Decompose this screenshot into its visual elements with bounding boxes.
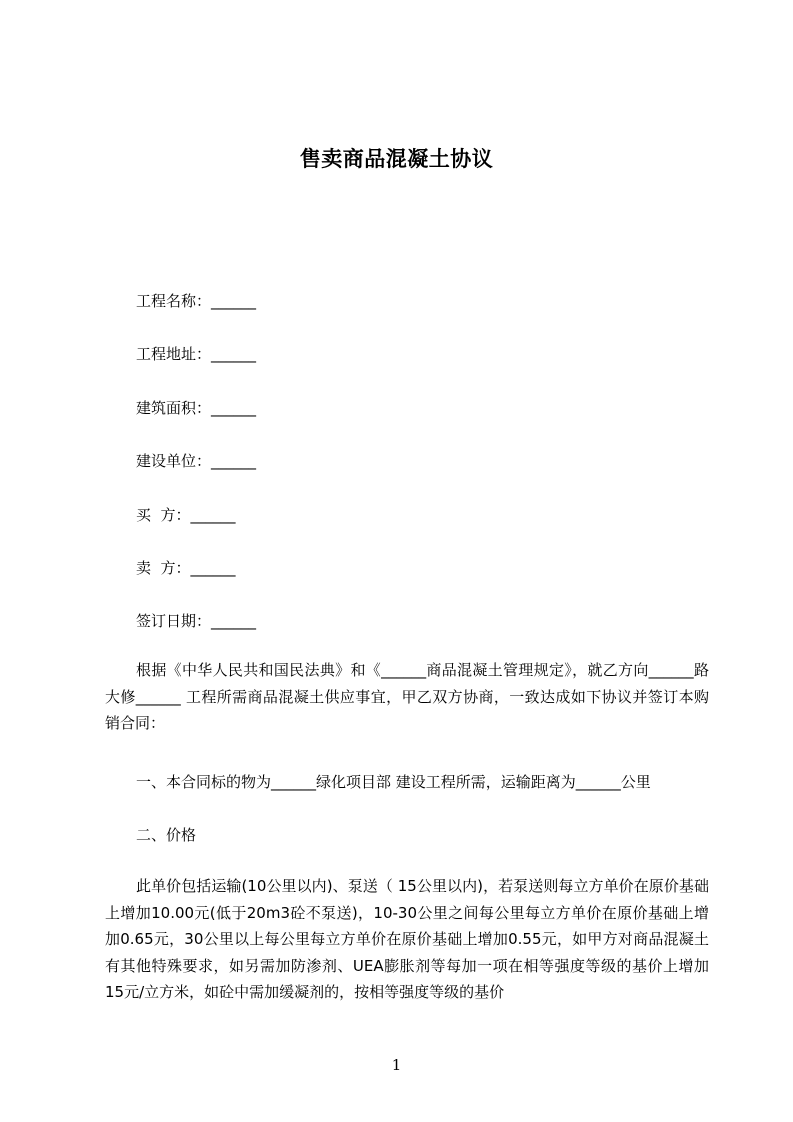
field-signing-date: 签订日期：______ (136, 612, 257, 630)
clause-1-subject: 一、本合同标的物为______绿化项目部 建设工程所需，运输距离为______公里 (136, 773, 651, 791)
page-title: 售卖商品混凝土协议 (299, 147, 494, 171)
field-building-area: 建筑面积：______ (136, 399, 257, 417)
field-construction-unit: 建设单位：______ (136, 452, 257, 470)
field-buyer: 买 方：______ (136, 506, 236, 524)
intro-paragraph: 根据《中华人民共和国民法典》和《______商品混凝土管理规定》，就乙方向______路大修______ 工程所需商品混凝土供应事宜，甲乙双方协商，一致达成如下协议并签订本购销合同： (105, 661, 709, 732)
field-project-name: 工程名称：______ (136, 292, 257, 310)
field-project-address: 工程地址：______ (136, 345, 257, 363)
page-number: 1 (391, 1056, 402, 1074)
clause-2-heading: 二、价格 (136, 826, 197, 844)
price-paragraph: 此单价包括运输(10公里以内)、泵送（ 15公里以内)，若泵送则每立方单价在原价基础上增加10.00元(低于20m3砼不泵送)，10-30公里之间每公里每立方单价在原价基础上增加0.65元，30公里以上每公里每立方单价在原价基础上增加0.55元，如甲方对商品混凝土有其他特殊要求，如另需加防渗剂、UEA膨胀剂等每加一项在相等强度等级的基价上增加15元/立方米，如砼中需加缓凝剂的，按相等强度等级的基价 (105, 877, 709, 1001)
field-seller: 卖 方：______ (136, 559, 236, 577)
